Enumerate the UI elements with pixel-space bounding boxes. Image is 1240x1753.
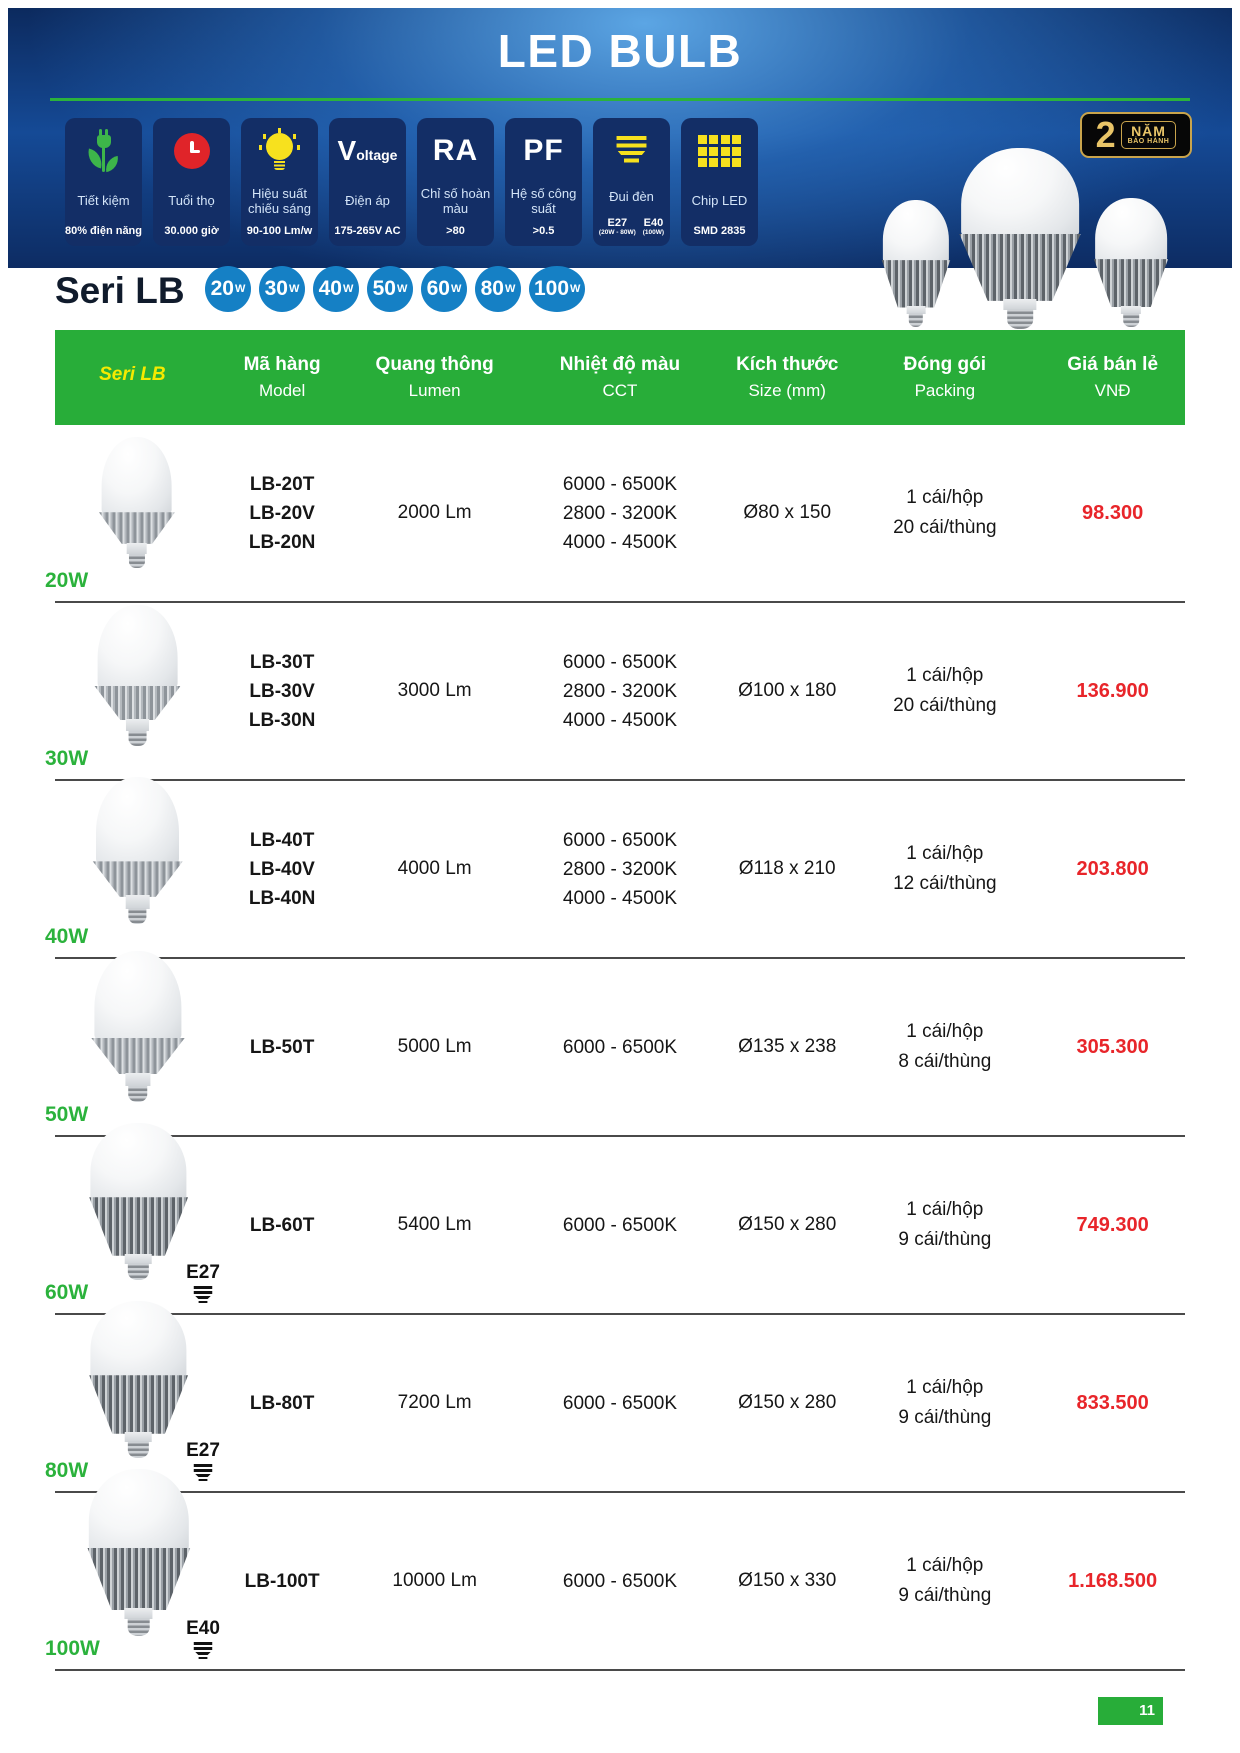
cct-cell	[515, 959, 725, 1135]
model-code: LB-20N	[248, 531, 316, 553]
watt-badge: 50 W	[367, 266, 413, 312]
feature-label: Điện áp	[345, 193, 390, 208]
warranty-years: 2	[1095, 114, 1116, 155]
model-cell	[210, 603, 355, 779]
table-body	[45, 425, 1185, 1671]
product-image-cell	[45, 603, 210, 779]
product-image-cell	[45, 1137, 220, 1313]
base-type-label: E27	[186, 1440, 220, 1461]
packing-cell	[849, 959, 1040, 1135]
lamp-socket-icon	[615, 136, 649, 166]
feature-card-efficiency	[241, 118, 318, 246]
watt-badges	[205, 266, 585, 312]
size-cell: Ø150 x 330	[738, 1570, 837, 1591]
price-cell: 98.300	[1082, 501, 1144, 524]
feature-label: Chip LED	[691, 193, 748, 208]
packing-line: 1 cái/hộp	[906, 665, 984, 686]
watt-label: 40W	[45, 925, 89, 948]
socket-name: E40	[643, 217, 664, 229]
column-header: Seri LB	[99, 363, 166, 385]
model-cell	[210, 781, 355, 957]
feature-value: >80	[446, 225, 465, 237]
feature-label: Chỉ số hoàn màu	[420, 185, 491, 216]
packing-line: 1 cái/hộp	[906, 1199, 984, 1220]
cct-range: 6000 - 6500K	[562, 473, 677, 495]
table-row	[45, 1137, 1185, 1315]
model-code: LB-60T	[249, 1214, 315, 1236]
packing-line: 20 cái/thùng	[893, 517, 997, 538]
cct-cell	[515, 781, 725, 957]
price-cell: 136.900	[1076, 679, 1149, 702]
model-cell	[210, 425, 355, 601]
product-image-cell	[45, 959, 210, 1135]
bulb-product-image	[95, 605, 181, 747]
packing-line: 12 cái/thùng	[893, 873, 997, 894]
model-code: LB-40N	[248, 887, 316, 909]
packing-cell	[849, 781, 1040, 957]
cct-range: 6000 - 6500K	[562, 1036, 677, 1058]
base-badge	[165, 1618, 241, 1659]
cct-range: 6000 - 6500K	[562, 829, 677, 851]
column-header: Quang thông Lumen	[375, 354, 494, 400]
title-underline	[50, 98, 1190, 101]
model-code: LB-20V	[249, 502, 315, 524]
bulb-product-image	[87, 1301, 191, 1459]
price-cell: 833.500	[1076, 1391, 1149, 1414]
cct-cell	[515, 603, 725, 779]
socket-icon	[192, 1464, 214, 1481]
packing-line: 1 cái/hộp	[906, 1021, 984, 1042]
voltage-text-icon: Voltage	[337, 135, 398, 166]
product-image-cell	[45, 425, 210, 601]
lumen-cell: 7200 Lm	[397, 1392, 472, 1413]
base-type-label: E27	[186, 1262, 220, 1283]
cct-cell	[515, 1315, 725, 1491]
model-code: LB-30T	[249, 651, 315, 673]
base-type-label: E40	[186, 1618, 220, 1639]
feature-label: Tuổi thọ	[168, 193, 215, 208]
size-cell: Ø150 x 280	[738, 1214, 837, 1235]
size-cell: Ø150 x 280	[738, 1392, 837, 1413]
packing-cell	[849, 1137, 1040, 1313]
model-code: LB-50T	[249, 1036, 315, 1058]
header-bulb-image	[1092, 198, 1170, 328]
cct-cell	[515, 1493, 725, 1669]
cct-range: 2800 - 3200K	[562, 680, 677, 702]
pf-text-icon: PF	[523, 134, 564, 167]
feature-card-voltage	[329, 118, 406, 246]
table-header	[55, 330, 1185, 425]
column-header: Nhiệt độ màu CCT	[559, 354, 681, 400]
feature-label: Tiết kiệm	[77, 193, 130, 208]
packing-cell	[849, 1315, 1040, 1491]
bulb-product-image	[85, 1469, 193, 1637]
clock-icon	[174, 133, 210, 169]
cct-range: 2800 - 3200K	[562, 858, 677, 880]
feature-value: 175-265V AC	[334, 225, 401, 237]
feature-value: SMD 2835	[693, 225, 746, 237]
feature-label: Đui đèn	[609, 189, 654, 204]
base-badge	[165, 1262, 241, 1303]
warranty-badge	[1080, 112, 1192, 158]
lumen-cell: 3000 Lm	[397, 680, 472, 701]
size-cell: Ø80 x 150	[743, 502, 832, 523]
socket-options	[599, 217, 664, 237]
feature-card-cri	[417, 118, 494, 246]
packing-line: 9 cái/thùng	[898, 1229, 992, 1250]
socket-range: (100W)	[642, 229, 665, 236]
feature-strip	[65, 118, 758, 246]
size-cell: Ø118 x 210	[738, 858, 836, 879]
series-title: Seri LB	[55, 270, 185, 311]
column-header: Mã hàng Model	[243, 354, 321, 400]
feature-card-pf	[505, 118, 582, 246]
watt-badge: 60 W	[421, 266, 467, 312]
feature-value: >0.5	[532, 225, 555, 237]
watt-badge: 80 W	[475, 266, 521, 312]
page-title: LED BULB	[497, 25, 743, 77]
watt-badge: 20 W	[205, 266, 251, 312]
column-header: Giá bán lẻ VNĐ	[1067, 354, 1159, 400]
ra-text-icon: RA	[432, 134, 479, 167]
cct-range: 6000 - 6500K	[562, 1214, 677, 1236]
watt-badge: 30 W	[259, 266, 305, 312]
product-image-cell	[45, 781, 210, 957]
packing-cell	[849, 603, 1040, 779]
model-code: LB-20T	[249, 473, 315, 495]
packing-line: 8 cái/thùng	[898, 1051, 992, 1072]
watt-label: 20W	[45, 569, 89, 592]
header-bulb-image	[880, 200, 952, 328]
bulb-product-image	[91, 951, 185, 1103]
packing-line: 9 cái/thùng	[898, 1407, 992, 1428]
plug-leaf-icon	[86, 128, 122, 174]
header-bulb-image	[956, 148, 1084, 330]
watt-badge: 100 W	[529, 266, 585, 312]
watt-label: 100W	[45, 1637, 100, 1660]
feature-card-socket	[593, 118, 670, 246]
cct-range: 4000 - 4500K	[562, 531, 677, 553]
price-cell: 203.800	[1076, 857, 1149, 880]
warranty-line2: BẢO HÀNH	[1127, 138, 1170, 145]
packing-line: 9 cái/thùng	[898, 1585, 992, 1606]
price-cell: 305.300	[1076, 1035, 1149, 1058]
product-table	[45, 330, 1185, 1671]
packing-line: 1 cái/hộp	[906, 843, 984, 864]
lumen-cell: 5400 Lm	[397, 1214, 472, 1235]
lumen-cell: 5000 Lm	[397, 1036, 472, 1057]
table-row	[45, 959, 1185, 1137]
model-code: LB-30V	[249, 680, 315, 702]
model-code: LB-30N	[248, 709, 316, 731]
table-row	[45, 425, 1185, 603]
size-cell: Ø100 x 180	[738, 680, 837, 701]
feature-label: Hiệu suất chiếu sáng	[248, 185, 311, 216]
table-row	[45, 781, 1185, 959]
packing-line: 20 cái/thùng	[893, 695, 997, 716]
column-header: Kích thước Size (mm)	[736, 354, 839, 400]
page-number-badge: 11	[1098, 1697, 1163, 1725]
led-chip-icon	[698, 135, 742, 167]
feature-card-lifespan	[153, 118, 230, 246]
cct-range: 2800 - 3200K	[562, 502, 677, 524]
watt-label: 50W	[45, 1103, 89, 1126]
lumen-cell: 2000 Lm	[397, 502, 472, 523]
packing-line: 1 cái/hộp	[906, 487, 984, 508]
socket-range: (20W - 80W)	[598, 229, 636, 236]
model-code: LB-40T	[249, 829, 315, 851]
socket-icon	[192, 1642, 214, 1659]
watt-label: 60W	[45, 1281, 89, 1304]
bulb-product-image	[93, 777, 183, 925]
cct-range: 4000 - 4500K	[562, 709, 677, 731]
model-code: LB-100T	[244, 1570, 320, 1592]
packing-line: 1 cái/hộp	[906, 1377, 984, 1398]
feature-value: 90-100 Lm/w	[246, 225, 313, 237]
price-cell: 749.300	[1076, 1213, 1149, 1236]
cct-range: 6000 - 6500K	[562, 1570, 677, 1592]
bulb-product-image	[99, 437, 175, 569]
cct-range: 6000 - 6500K	[562, 1392, 677, 1414]
feature-value: 30.000 giờ	[164, 225, 219, 237]
table-row	[45, 1493, 1185, 1671]
socket-name: E27	[607, 217, 628, 229]
cct-cell	[515, 1137, 725, 1313]
watt-badge: 40 W	[313, 266, 359, 312]
feature-label: Hệ số công suất	[510, 185, 577, 216]
socket-icon	[192, 1286, 214, 1303]
feature-value: 80% điện năng	[64, 225, 143, 237]
model-code: LB-80T	[249, 1392, 315, 1414]
watt-label: 80W	[45, 1459, 89, 1482]
size-cell: Ø135 x 238	[738, 1036, 837, 1057]
model-code: LB-40V	[249, 858, 315, 880]
packing-cell	[849, 425, 1040, 601]
table-row	[45, 603, 1185, 781]
bulb-icon	[259, 128, 301, 174]
cct-range: 4000 - 4500K	[562, 887, 677, 909]
packing-line: 1 cái/hộp	[906, 1555, 984, 1576]
header-banner	[8, 8, 1232, 268]
table-row	[45, 1315, 1185, 1493]
warranty-line1: NĂM	[1131, 123, 1166, 139]
cct-cell	[515, 425, 725, 601]
packing-cell	[849, 1493, 1040, 1669]
feature-card-energy	[65, 118, 142, 246]
column-header: Đóng gói Packing	[903, 354, 986, 400]
lumen-cell: 4000 Lm	[397, 858, 472, 879]
product-image-cell	[45, 1493, 220, 1669]
cct-range: 6000 - 6500K	[562, 651, 677, 673]
model-cell	[210, 959, 355, 1135]
watt-label: 30W	[45, 747, 89, 770]
price-cell: 1.168.500	[1068, 1569, 1158, 1592]
bulb-product-image	[87, 1123, 191, 1281]
product-image-cell	[45, 1315, 220, 1491]
feature-card-chip	[681, 118, 758, 246]
lumen-cell: 10000 Lm	[392, 1570, 477, 1591]
